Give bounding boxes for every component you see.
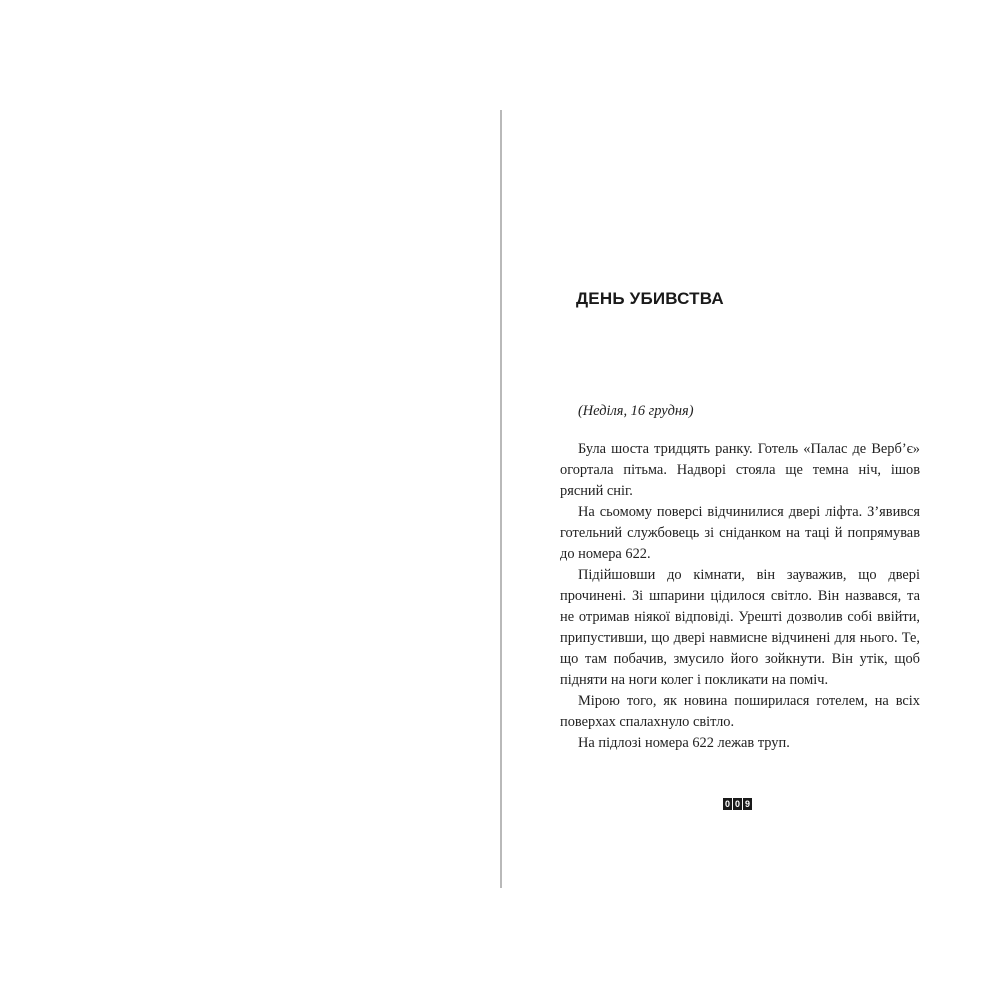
paragraph: Була шоста тридцять ранку. Готель «Палас де Верб’є» огортала пітьма. Надворі стояла ще темна ніч, ішов рясний сніг.	[560, 441, 920, 499]
chapter-date: (Неділя, 16 грудня)	[578, 403, 694, 419]
paragraph: Підійшовши до кімнати, він зауважив, що двері прочинені. Зі шпарини цідилося світло. Він назвався, та не отримав ніякої відповіді. Урешті дозволив собі ввійти, припустивши, що двері навмисне відчинені для нього. Те, що там побачив, змусило його зойкнути. Він утік, щоб підняти на ноги колег і покликати на поміч.	[560, 567, 920, 688]
right-page	[560, 0, 930, 1000]
page-number-digit: 0	[724, 799, 730, 809]
page-gutter	[500, 110, 502, 888]
chapter-body	[560, 439, 920, 754]
chapter-title: ДЕНЬ УБИВСТВА	[576, 289, 724, 308]
paragraph: На сьомому поверсі відчинилися двері ліфта. З’явився готельний службовець зі сніданком на таці й попрямував до номера 622.	[560, 504, 920, 562]
page-number	[723, 798, 752, 810]
page-number-digit: 9	[744, 799, 750, 809]
paragraph: На підлозі номера 622 лежав труп.	[578, 735, 790, 751]
page-number-digit: 0	[734, 799, 740, 809]
paragraph: Мірою того, як новина поширилася готелем, на всіх поверхах спалахнуло світло.	[560, 693, 920, 730]
